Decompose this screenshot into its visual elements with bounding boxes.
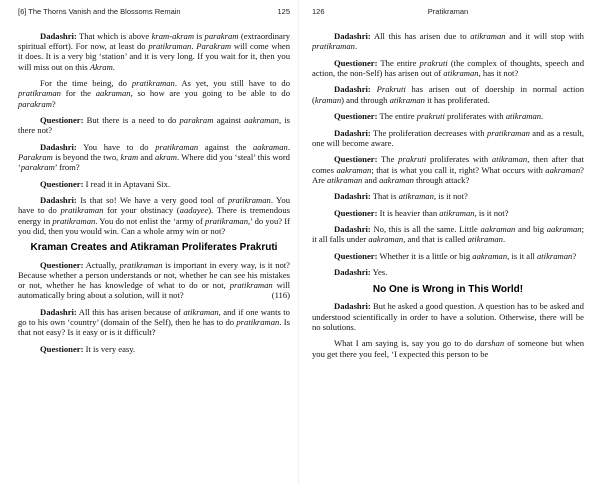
paragraph (312, 224, 584, 244)
section-heading: No One is Wrong in This World! (372, 283, 524, 295)
paragraph (18, 115, 290, 135)
speaker-label: Questioner: (334, 207, 378, 218)
reference-number: (116) (271, 290, 290, 301)
paragraph-text: For the time being, do pratikraman. As yet, you still have to do pratikraman for the aakraman, so how are you going to be able to do parakram? (18, 78, 290, 109)
speaker-label: Questioner: (334, 57, 378, 68)
paragraph (312, 154, 584, 185)
paragraph (312, 301, 584, 332)
paragraph-text: The proliferation decreases with pratikraman and as a result, one will become aware. (312, 127, 584, 148)
paragraph (312, 31, 584, 51)
page-number: 126 (312, 7, 325, 16)
paragraph (18, 307, 290, 338)
paragraph (18, 260, 290, 301)
left-page-header (18, 7, 290, 21)
paragraph-text: But there is a need to do parakram against aakraman, is there not? (18, 115, 290, 136)
speaker-label: Dadashri: (334, 267, 371, 278)
paragraph (312, 84, 584, 104)
right-page-body (312, 31, 584, 359)
paragraph (18, 344, 290, 354)
paragraph (18, 179, 290, 189)
paragraph-text: Is that so! We have a very good tool of pratikraman. You have to do pratikraman for your obstinacy (aadayee). There is tremendous energy in pratikraman. You do not enlist the ‘army of pratikraman,’ do you? If you did, then you would win. Can a whole army win or not? (18, 195, 290, 236)
right-page-header (312, 7, 584, 21)
right-page (312, 0, 584, 484)
running-title: Pratikraman (427, 7, 469, 16)
speaker-label: Dadashri: (40, 195, 77, 206)
speaker-label: Questioner: (40, 178, 84, 189)
paragraph-text: No, this is all the same. Little aakraman and big aakraman; it all falls under aakraman, and that is called atikraman. (312, 224, 584, 245)
speaker-label: Questioner: (334, 154, 378, 165)
running-title: [6] The Thorns Vanish and the Blossoms Remain (18, 7, 181, 16)
paragraph-text: That is atikraman, is it not? (372, 191, 468, 202)
paragraph-text: It is heavier than atikraman, is it not? (379, 207, 509, 218)
speaker-label: Dadashri: (334, 127, 371, 138)
paragraph (312, 128, 584, 148)
paragraph (18, 31, 290, 72)
left-page (18, 0, 290, 484)
speaker-label: Dadashri: (334, 191, 371, 202)
speaker-label: Dadashri: (334, 301, 371, 312)
paragraph-text: The prakruti proliferates with atikraman, then after that comes aakraman; that is what you call it, right? What occurs with aakraman? Are atikraman and aakraman through attack? (312, 154, 584, 185)
paragraph-text: Actually, pratikraman is important in every way, is it not? Because whether a person understands or not, whether he can see his mistakes or not, whether he has knowledge of what to do or not, pratikraman will automatically bring about a solution, will it not? (18, 259, 290, 301)
speaker-label: Dadashri: (40, 31, 77, 41)
paragraph (312, 111, 584, 121)
speaker-label: Questioner: (334, 250, 378, 261)
paragraph (312, 338, 584, 358)
speaker-label: Dadashri: (40, 141, 77, 152)
paragraph (312, 251, 584, 261)
paragraph-text: It is very easy. (85, 343, 136, 354)
speaker-label: Dadashri: (334, 224, 371, 235)
speaker-label: Questioner: (40, 115, 84, 126)
book-gutter (298, 0, 299, 484)
paragraph (18, 195, 290, 236)
paragraph (18, 78, 290, 109)
paragraph (312, 208, 584, 218)
page-number: 125 (277, 7, 290, 16)
paragraph-text: Prakruti has arisen out of doership in normal action (kraman) and through atikraman it has proliferated. (312, 84, 584, 105)
speaker-label: Questioner: (40, 259, 84, 270)
paragraph-text: The entire prakruti (the complex of thoughts, speech and action, the non-Self) has arisen out of atikraman, has it not? (312, 57, 584, 78)
left-page-body (18, 31, 290, 354)
speaker-label: Dadashri: (334, 84, 371, 95)
paragraph-text: All this has arisen because of atikraman, and if one wants to go to his own ‘country’ (domain of the Self), then he has to do pratikraman. Is that not easy? Is it easy or is it difficult? (18, 306, 290, 338)
speaker-label: Dadashri: (334, 31, 371, 41)
paragraph-text: But he asked a good question. A question has to be asked and understood scientifically in order to have a solution. Otherwise, there will be no solutions. (312, 301, 584, 332)
paragraph (312, 191, 584, 201)
paragraph-text: What I am saying is, say you go to do darshan of someone but when you get there you feel, ‘I expected this person to be (312, 338, 584, 359)
speaker-label: Dadashri: (40, 306, 77, 317)
paragraph-text: All this has arisen due to atikraman and it will stop with pratikraman. (312, 31, 584, 52)
speaker-label: Questioner: (40, 343, 84, 354)
paragraph-text: Yes. (372, 267, 388, 278)
paragraph (312, 267, 584, 277)
speaker-label: Questioner: (334, 111, 378, 122)
paragraph (18, 142, 290, 173)
paragraph (312, 58, 584, 78)
section-heading: Kraman Creates and Atikraman Proliferates Prakruti (30, 242, 278, 254)
paragraph-text: I read it in Aptavani Six. (85, 178, 171, 189)
paragraph-text: The entire prakruti proliferates with atikraman. (379, 111, 544, 122)
paragraph-text: That which is above kram-akram is parakram (extraordinary spiritual effort). For now, at least do pratikraman. Parakram will come when it does. It is a very big ‘station’ and it is very long. If you wait for it, then you will miss out on this Akram. (18, 31, 290, 72)
paragraph-text: You have to do pratikraman against the aakraman. Parakram is beyond the two, kram and akram. Where did you ‘steal’ this word ‘parakram’ from? (18, 141, 290, 173)
paragraph-text: Whether it is a little or big aakraman, is it all atikraman? (379, 250, 577, 261)
